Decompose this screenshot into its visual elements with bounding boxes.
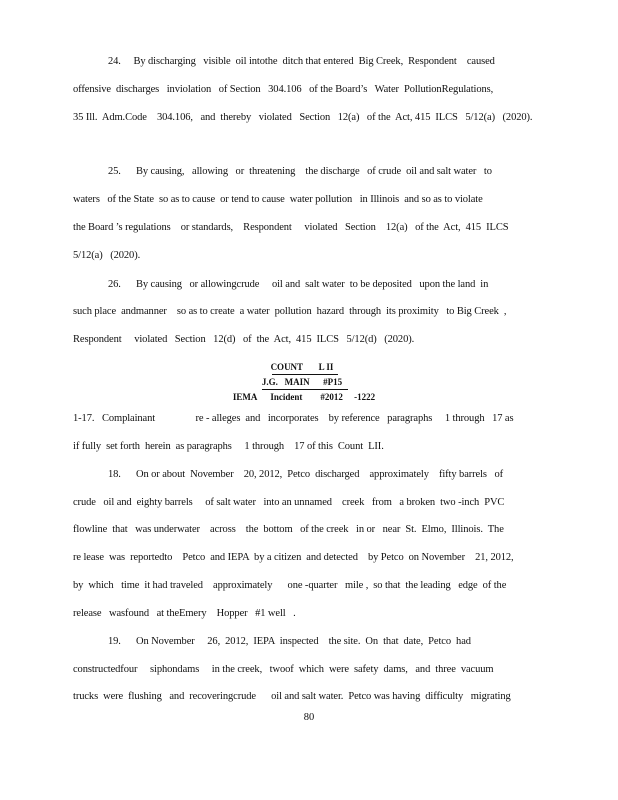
- para-18-line-6: release wasfound at theEmery Hopper #1 well .: [73, 608, 296, 619]
- para-19-line-2: constructedfour siphondams in the creek, twoof which were safety dams, and three vacuum: [73, 664, 494, 675]
- count-heading-line-1: COUNT L II: [270, 362, 334, 372]
- para-25-line-4: 5/12(a) (2020).: [73, 250, 141, 261]
- para-18-line-5: by which time it had traveled approximately one -quarter mile , so that the leading edge of the: [73, 580, 507, 591]
- para-26-line-2: such place andmanner so as to create a water pollution hazard through its proximity to Big Creek ,: [73, 306, 507, 317]
- para-18-line-2: crude oil and eighty barrels of salt water into an unnamed creek from a broken two -inch PVC: [73, 497, 505, 508]
- para-19-line-1: 19. On November 26, 2012, IEPA inspected the site. On that date, Petco had: [108, 636, 471, 647]
- count-heading-rule-2: [262, 389, 348, 390]
- page-number: 80: [303, 712, 315, 723]
- para-1-17-line-2: if fully set forth herein as paragraphs 1 through 17 of this Count LII.: [73, 441, 384, 452]
- para-18-line-3: flowline that was underwater across the bottom of the creek in or near St. Elmo, Illinois. The: [73, 524, 504, 535]
- count-heading-rule-1: [272, 374, 338, 375]
- para-26-line-3: Respondent violated Section 12(d) of the Act, 415 ILCS 5/12(d) (2020).: [73, 334, 415, 345]
- para-25-line-3: the Board ’s regulations or standards, Respondent violated Section 12(a) of the Act, 415 ILCS: [73, 222, 509, 233]
- count-heading-line-3: IEMA Incident #2012 -1222: [232, 392, 376, 402]
- para-18-line-1: 18. On or about November 20, 2012, Petco discharged approximately fifty barrels of: [108, 469, 504, 480]
- count-heading-line-2: J.G. MAIN #P15: [261, 377, 343, 387]
- para-24-line-1: 24. By discharging visible oil intothe ditch that entered Big Creek, Respondent caused: [108, 56, 495, 67]
- para-1-17-line-1: 1-17. Complainant re - alleges and incorporates by reference paragraphs 1 through 17 as: [73, 413, 514, 424]
- para-25-line-2: waters of the State so as to cause or tend to cause water pollution in Illinois and so as to violate: [73, 194, 483, 205]
- para-24-line-3: 35 Ill. Adm.Code 304.106, and thereby violated Section 12(a) of the Act, 415 ILCS 5/12(a) (2020).: [73, 112, 533, 123]
- para-18-line-4: re lease was reportedto Petco and IEPA by a citizen and detected by Petco on November 21, 2012,: [73, 552, 514, 563]
- para-26-line-1: 26. By causing or allowingcrude oil and salt water to be deposited upon the land in: [108, 279, 489, 290]
- para-24-line-2: offensive discharges inviolation of Section 304.106 of the Board’s Water PollutionRegulations,: [73, 84, 494, 95]
- para-25-line-1: 25. By causing, allowing or threatening the discharge of crude oil and salt water to: [108, 166, 492, 177]
- para-19-line-3: trucks were flushing and recoveringcrude oil and salt water. Petco was having difficulty migrating: [73, 691, 511, 702]
